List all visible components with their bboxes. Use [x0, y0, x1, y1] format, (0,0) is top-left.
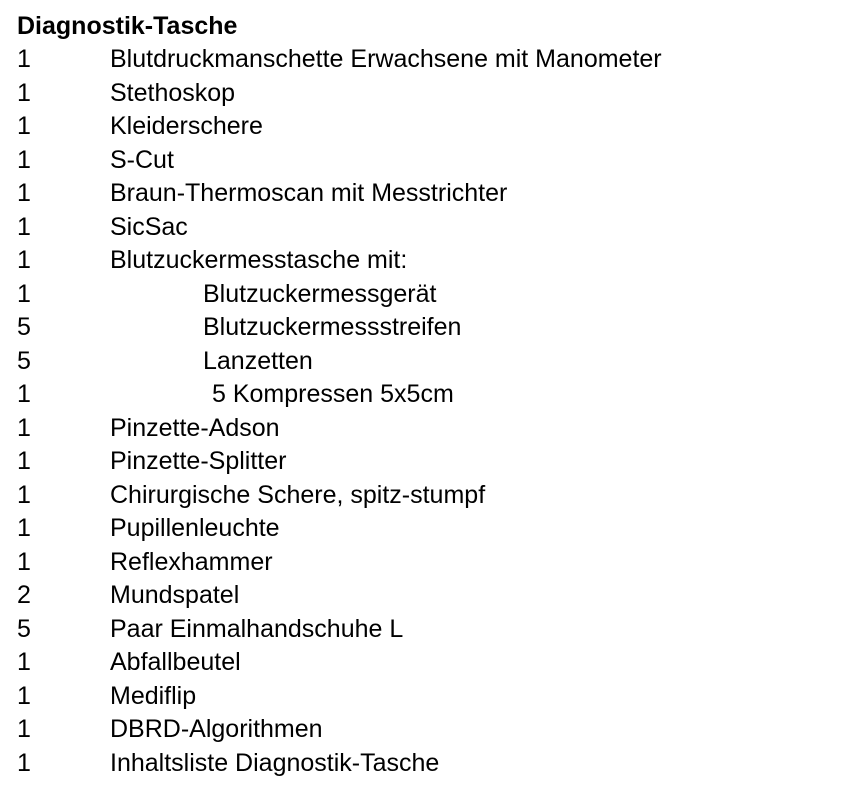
list-item: [0, 546, 841, 580]
item-name: Stethoskop: [110, 78, 236, 107]
list-item: [0, 646, 841, 680]
list-item: [0, 177, 841, 211]
item-quantity: 1: [17, 748, 31, 777]
item-name: Chirurgische Schere, spitz-stumpf: [110, 480, 486, 509]
item-quantity: 1: [17, 648, 31, 676]
list-item: [0, 311, 841, 345]
item-quantity: 1: [17, 547, 31, 576]
item-name: DBRD-Algorithmen: [110, 715, 323, 743]
item-quantity: 1: [17, 78, 31, 107]
item-quantity: 1: [17, 514, 31, 542]
item-name: Blutdruckmanschette Erwachsene mit Manometer: [110, 45, 662, 73]
item-quantity: 5: [17, 346, 31, 375]
item-quantity: 5: [17, 313, 31, 341]
item-quantity: 5: [17, 614, 31, 643]
item-quantity: 1: [17, 179, 31, 207]
list-item: [0, 680, 841, 714]
item-name: 5 Kompressen 5x5cm: [212, 380, 454, 408]
list-item: [0, 77, 841, 111]
list-item: [0, 613, 841, 647]
list-item: [0, 345, 841, 379]
item-quantity: 1: [17, 681, 31, 710]
item-quantity: 2: [17, 581, 31, 609]
list-item: [0, 244, 841, 278]
item-quantity: 1: [17, 212, 31, 241]
item-quantity: 1: [17, 279, 31, 308]
item-quantity: 1: [17, 480, 31, 509]
item-name: S-Cut: [110, 145, 174, 174]
item-name: Kleiderschere: [110, 112, 263, 140]
item-name: Mediflip: [110, 681, 197, 710]
list-item: [0, 278, 841, 312]
item-name: Pupillenleuchte: [110, 514, 280, 542]
item-name: SicSac: [110, 212, 188, 241]
item-quantity: 1: [17, 413, 31, 442]
list-item: [0, 378, 841, 412]
list-item: [0, 211, 841, 245]
item-list: [0, 43, 841, 780]
item-quantity: 1: [17, 715, 31, 743]
item-name: Reflexhammer: [110, 547, 273, 576]
item-name: Abfallbeutel: [110, 648, 241, 676]
list-item: [0, 579, 841, 613]
item-quantity: 1: [17, 380, 31, 408]
list-item: [0, 110, 841, 144]
item-name: Blutzuckermessstreifen: [203, 313, 462, 341]
item-name: Lanzetten: [203, 346, 313, 375]
item-quantity: 1: [17, 45, 31, 73]
item-quantity: 1: [17, 112, 31, 140]
item-name: Paar Einmalhandschuhe L: [110, 614, 404, 643]
list-item: [0, 412, 841, 446]
list-item: [0, 512, 841, 546]
item-name: Pinzette-Adson: [110, 413, 280, 442]
list-item: [0, 479, 841, 513]
item-name: Inhaltsliste Diagnostik-Tasche: [110, 748, 440, 777]
item-name: Blutzuckermessgerät: [203, 279, 437, 308]
list-item: [0, 144, 841, 178]
item-name: Pinzette-Splitter: [110, 447, 287, 475]
list-item: [0, 747, 841, 781]
item-name: Blutzuckermesstasche mit:: [110, 246, 408, 274]
item-quantity: 1: [17, 145, 31, 174]
list-item: [0, 445, 841, 479]
list-item: [0, 43, 841, 77]
item-name: Mundspatel: [110, 581, 240, 609]
item-quantity: 1: [17, 246, 31, 274]
document-title: Diagnostik-Tasche: [17, 12, 238, 40]
list-item: [0, 713, 841, 747]
item-quantity: 1: [17, 447, 31, 475]
item-name: Braun-Thermoscan mit Messtrichter: [110, 179, 508, 207]
